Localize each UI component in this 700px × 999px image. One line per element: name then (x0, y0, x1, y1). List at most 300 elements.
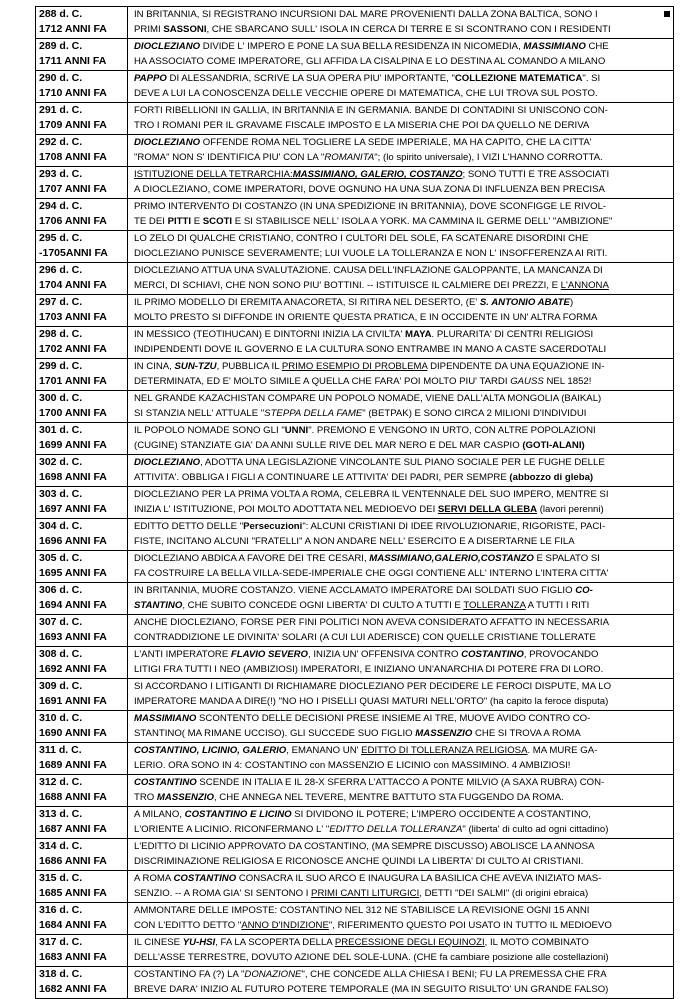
text-segment: . MA MURE GA- (527, 745, 598, 756)
text-segment: (GOTI-ALANI) (522, 440, 585, 451)
entry-date: 288 d. C. (39, 8, 83, 20)
text-segment: MASSIMIANO,GALERIO,COSTANZO (369, 553, 534, 564)
text-segment: SUN-TZU (174, 361, 217, 372)
text-segment: "; (374, 152, 383, 163)
description-line (134, 950, 670, 965)
description-line (134, 551, 670, 566)
text-segment: DI ALESSANDRIA, SCRIVE LA SUA OPERA PIU' IMPORTANTE, " (166, 73, 455, 84)
date-cell (36, 263, 128, 295)
entry-years-ago: 1698 ANNI FA (39, 471, 107, 483)
entry-date: 300 d. C. (39, 392, 83, 404)
entry-date: 316 d. C. (39, 904, 83, 916)
text-segment: S. ANTONIO ABATE (479, 297, 570, 308)
text-segment: fa cambiare posizione alle costellazioni) (439, 952, 609, 963)
date-cell (36, 935, 128, 967)
timeline-row (36, 295, 674, 327)
description-line (134, 807, 670, 822)
timeline-body (36, 7, 674, 999)
text-segment: CON L'EDITTO DETTO " (134, 920, 242, 931)
timeline-row (36, 679, 674, 711)
entry-description (128, 679, 674, 711)
text-segment: CO- (575, 585, 593, 596)
text-segment: FA COSTRUIRE LA BELLA VILLA-SEDE-IMPERIALE CHE OGGI CONTIENE ALL' INTERNO L'INTERA CITTA' (134, 568, 609, 579)
entry-years-ago: 1702 ANNI FA (39, 343, 107, 355)
text-segment: (ha capito la feroce disputa) (489, 696, 609, 707)
description-line (134, 967, 670, 982)
entry-years-ago: 1707 ANNI FA (39, 183, 107, 195)
text-segment: IMPERATORE MANDA A DIRE(!) "NO HO I PISELLI QUASI MATURI NELL'ORTO" (134, 696, 490, 707)
description-line (134, 726, 670, 741)
date-cell (36, 71, 128, 103)
entry-description (128, 295, 674, 327)
text-segment: BREVE DARA' INIZIO AL FUTURO POTERE TEMPORALE (MA IN SEGUITO RISULTO' UN GRANDE FALSO) (134, 984, 609, 995)
entry-date: 308 d. C. (39, 648, 83, 660)
description-line (134, 22, 670, 37)
text-segment: TE DEI (134, 216, 168, 227)
text-segment: IN BRITANNIA, MUORE COSTANZO. VIENE ACCLAMATO IMPERATORE DAI SOLDATI SUO FIGLIO (134, 585, 576, 596)
timeline-row (36, 391, 674, 423)
entry-description (128, 263, 674, 295)
description-line (134, 103, 670, 118)
entry-years-ago: 1696 ANNI FA (39, 535, 107, 547)
entry-description (128, 583, 674, 615)
text-segment: LO ZELO DI QUALCHE CRISTIANO, CONTRO I CULTORI DEL SOLE, FA SCATENARE DISORDINI CHE (134, 233, 589, 244)
text-segment: ", CHE CONCEDE ALLA CHIESA I BENI; FU LA PREMESSA CHE FRA (301, 969, 607, 980)
date-cell (36, 711, 128, 743)
description-line (134, 374, 670, 389)
description-line (134, 359, 670, 374)
entry-description (128, 199, 674, 231)
timeline-row (36, 583, 674, 615)
timeline-row (36, 871, 674, 903)
text-segment: A ROMA (134, 873, 174, 884)
date-cell (36, 647, 128, 679)
description-line (134, 342, 670, 357)
entry-date: 307 d. C. (39, 616, 83, 628)
text-segment: (di origini ebraica) (511, 888, 589, 899)
entry-years-ago: 1688 ANNI FA (39, 791, 107, 803)
description-line (134, 694, 670, 709)
date-cell (36, 871, 128, 903)
entry-years-ago: 1700 ANNI FA (39, 407, 107, 419)
entry-date: 289 d. C. (39, 40, 83, 52)
timeline-row (36, 519, 674, 551)
date-cell (36, 743, 128, 775)
timeline-row (36, 39, 674, 71)
text-segment: TRO I ROMANI PER IL GRAVAME FISCALE IMPOSTO E LA MISERIA CHE POI DA QUELLO NE DERIVA (134, 120, 590, 131)
text-segment: ANNO D'INDIZIONE (241, 920, 329, 931)
entry-date: 313 d. C. (39, 808, 83, 820)
text-segment: , FA LA SCOPERTA DELLA (215, 937, 335, 948)
description-line (134, 775, 670, 790)
text-segment: , PROVOCANDO (523, 649, 599, 660)
entry-years-ago: -1705ANNI FA (39, 247, 108, 259)
description-line (134, 295, 670, 310)
description-line (134, 118, 670, 133)
entry-description (128, 807, 674, 839)
text-segment: L'ORIENTE A LICINIO. RICONFERMANO L' " (134, 824, 330, 835)
text-segment: (abbozzo di gleba) (509, 472, 594, 483)
description-line (134, 278, 670, 293)
entry-years-ago: 1697 ANNI FA (39, 503, 107, 515)
entry-description (128, 711, 674, 743)
date-cell (36, 551, 128, 583)
text-segment: (lo spirito universale), (383, 152, 477, 163)
timeline-table (35, 6, 674, 999)
entry-years-ago: 1684 ANNI FA (39, 919, 107, 931)
entry-description (128, 551, 674, 583)
entry-description (128, 135, 674, 167)
entry-years-ago: 1686 ANNI FA (39, 855, 107, 867)
text-segment: PAPPO (134, 73, 167, 84)
text-segment: L'EDITTO DI LICINIO APPROVATO DA COSTANTINO, (MA SEMPRE DISCUSSO) ABOLISCE LA ANNOSA (134, 841, 595, 852)
date-cell (36, 519, 128, 551)
description-line (134, 903, 670, 918)
entry-years-ago: 1703 ANNI FA (39, 311, 107, 323)
entry-date: 299 d. C. (39, 360, 83, 372)
description-line (134, 630, 670, 645)
text-segment: IN BRITANNIA, SI REGISTRANO INCURSIONI DAL MARE PROVENIENTI DALLA ZONA BALTICA, SONO I (134, 9, 598, 20)
text-segment: FLAVIO SEVERO (230, 649, 309, 660)
text-segment: OFFENDE ROMA NEL TOGLIERE LA SEDE IMPERIALE, MA HA CAPITO, CHE LA CITTA' (200, 137, 592, 148)
description-line (134, 310, 670, 325)
text-segment: STEPPA DELLA FAME (264, 408, 363, 419)
text-segment: Persecuzioni (243, 521, 303, 532)
description-line (134, 167, 670, 182)
description-line (134, 711, 670, 726)
text-segment: DIOCLEZIANO ABDICA A FAVORE DEI TRE CESARI, (134, 553, 370, 564)
text-segment: IL PRIMO MODELLO DI EREMITA ANACORETA, SI RITIRA NEL DESERTO, (E' (134, 297, 480, 308)
description-line (134, 423, 670, 438)
entry-description (128, 615, 674, 647)
description-line (134, 615, 670, 630)
entry-years-ago: 1704 ANNI FA (39, 279, 107, 291)
entry-years-ago: 1692 ANNI FA (39, 663, 107, 675)
entry-years-ago: 1712 ANNI FA (39, 23, 107, 35)
timeline-row (36, 199, 674, 231)
date-cell (36, 775, 128, 807)
description-line (134, 534, 670, 549)
text-segment: PRECESSIONE DEGLI EQUINOZI (334, 937, 485, 948)
date-cell (36, 455, 128, 487)
text-segment: " (BETPAK) E SONO CIRCA 2 MILIONI D'INDIVIDUI (362, 408, 587, 419)
date-cell (36, 967, 128, 999)
description-line (134, 854, 670, 869)
entry-description (128, 519, 674, 551)
text-segment: SERVI DELLA GLEBA (437, 504, 538, 515)
entry-date: 301 d. C. (39, 424, 83, 436)
text-segment: DEVE A LUI LA CONOSCENZA DELLE VECCHIE OPERE DI MATEMATICA, CHE LUI TROVA SUL POSTO. (134, 88, 598, 99)
description-line (134, 982, 670, 997)
text-segment: , EMANANO UN' (286, 745, 362, 756)
description-line (134, 135, 670, 150)
date-cell (36, 359, 128, 391)
timeline-row (36, 743, 674, 775)
description-line (134, 71, 670, 86)
timeline-row (36, 839, 674, 871)
text-segment: COSTANTINO E LICINO (184, 809, 292, 820)
entry-date: 315 d. C. (39, 872, 83, 884)
text-segment: COSTANTINO, LICINIO, GALERIO (134, 745, 287, 756)
timeline-row (36, 775, 674, 807)
date-cell (36, 327, 128, 359)
description-line (134, 662, 670, 677)
date-cell (36, 679, 128, 711)
text-segment: NEL 1852! (543, 376, 592, 387)
entry-description (128, 775, 674, 807)
text-segment: FORTI RIBELLIONI IN GALLIA, IN BRITANNIA E IN GERMANIA. BANDE DI CONTADINI SI UNISCONO CON- (134, 105, 608, 116)
entry-date: 296 d. C. (39, 264, 83, 276)
text-segment: , DETTI "DEI SALMI" (419, 888, 512, 899)
date-cell (36, 615, 128, 647)
text-segment: ATTIVITA'. OBBLIGA I FIGLI A CONTINUARE LE ATTIVITA' DEI PADRI, PER SEMPRE (134, 472, 510, 483)
text-segment: ", RIFERIMENTO QUESTO POI USATO IN TUTTO IL MEDIOEVO (328, 920, 612, 931)
text-segment: NEL GRANDE KAZACHISTAN COMPARE UN POPOLO NOMADE, VIENE DALL'ALTA MONGOLIA (BAIKAL) (134, 393, 602, 404)
description-line (134, 86, 670, 101)
text-segment: UNNI (284, 425, 309, 436)
date-cell (36, 839, 128, 871)
text-segment: L'ANTI IMPERATORE (134, 649, 231, 660)
text-segment: COSTANTINO FA (?) LA " (134, 969, 245, 980)
date-cell (36, 199, 128, 231)
timeline-row (36, 231, 674, 263)
entry-date: 302 d. C. (39, 456, 83, 468)
text-segment: A MILANO, (134, 809, 185, 820)
description-line (134, 886, 670, 901)
entry-years-ago: 1694 ANNI FA (39, 599, 107, 611)
text-segment: E (191, 216, 203, 227)
text-segment: L'ANNONA (560, 280, 609, 291)
text-segment: DIVIDE L' IMPERO E PONE LA SUA BELLA RESIDENZA IN NICOMEDIA, (200, 41, 524, 52)
date-cell (36, 39, 128, 71)
text-segment: SCONTENTO DELLE DECISIONI PRESE INSIEME AI TRE, MUOVE AVIDO CONTRO CO- (196, 713, 591, 724)
entry-years-ago: 1699 ANNI FA (39, 439, 107, 451)
text-segment: PRIMO INTERVENTO DI COSTANZO (IN UNA SPEDIZIONE IN BRITANNIA), DOVE SCONFIGGE LE RIVOL- (134, 201, 607, 212)
entry-description (128, 743, 674, 775)
text-segment: ". SI (582, 73, 601, 84)
text-segment: AMMONTARE DELLE IMPOSTE: COSTANTINO NEL 312 NE STABILISCE LA REVISIONE OGNI 15 ANNI (134, 905, 590, 916)
text-segment: DONAZIONE (244, 969, 302, 980)
timeline-row (36, 487, 674, 519)
text-segment: " (462, 824, 469, 835)
description-line (134, 647, 670, 662)
entry-years-ago: 1691 ANNI FA (39, 695, 107, 707)
text-segment: TRO (134, 792, 157, 803)
description-line (134, 822, 670, 837)
text-segment: FISTE, INCITANO ALCUNI "FRATELLI" A NON ANDARE NELL' ESERCITO E A DISERTARNE LE FILA (134, 536, 575, 547)
entry-date: 318 d. C. (39, 968, 83, 980)
entry-date: 310 d. C. (39, 712, 83, 724)
entry-years-ago: 1689 ANNI FA (39, 759, 107, 771)
text-segment: DIPENDENTE DA UNA EQUAZIONE IN- (427, 361, 605, 372)
entry-description (128, 967, 674, 999)
text-segment: MAYA (405, 329, 432, 340)
text-segment: PITTI (167, 216, 192, 227)
description-line (134, 199, 670, 214)
text-segment: ; SONO TUTTI E TRE ASSOCIATI (462, 169, 610, 180)
entry-description (128, 103, 674, 135)
entry-description (128, 487, 674, 519)
description-line (134, 487, 670, 502)
text-segment: SI DIVIDONO IL POTERE; L'IMPERO OCCIDENTE A COSTANTINO, (291, 809, 591, 820)
date-cell (36, 487, 128, 519)
text-segment: (liberta' di culto ad ogni cittadino) (468, 824, 609, 835)
description-line (134, 790, 670, 805)
text-segment: INDIPENDENTI DOVE IL GOVERNO E LA CULTURA SONO ENTRAMBE IN MANO A CASTE SACERDOTALI (134, 344, 607, 355)
entry-years-ago: 1710 ANNI FA (39, 87, 107, 99)
text-segment: MASSENZIO E LICINIO (325, 760, 434, 771)
entry-date: 294 d. C. (39, 200, 83, 212)
text-segment: A TUTTI I RITI (525, 600, 590, 611)
entry-years-ago: 1711 ANNI FA (39, 55, 107, 67)
text-segment: COSTANTINO (173, 873, 237, 884)
entry-date: 298 d. C. (39, 328, 83, 340)
text-segment: IL POPOLO NOMADE SONO GLI " (134, 425, 285, 436)
text-segment: GAUSS (510, 376, 544, 387)
description-line (134, 502, 670, 517)
date-cell (36, 903, 128, 935)
entry-date: 292 d. C. (39, 136, 83, 148)
timeline-row (36, 71, 674, 103)
description-line (134, 438, 670, 453)
description-line (134, 743, 670, 758)
text-segment: IN CINA, (134, 361, 175, 372)
text-segment: EDITTO DETTO DELLE " (134, 521, 244, 532)
text-segment: , INIZIA UN' OFFENSIVA CONTRO (308, 649, 462, 660)
date-cell (36, 423, 128, 455)
text-segment: , CHE ANNEGA NEL TEVERE, MENTRE BATTUTO STA FUGGENDO DA ROMA. (213, 792, 564, 803)
text-segment: MASSIMINO. 4 AMBIZIOSI! (448, 760, 571, 771)
entry-years-ago: 1701 ANNI FA (39, 375, 107, 387)
entry-description (128, 839, 674, 871)
description-line (134, 39, 670, 54)
entry-date: 290 d. C. (39, 72, 83, 84)
entry-date: 303 d. C. (39, 488, 83, 500)
date-cell (36, 295, 128, 327)
entry-years-ago: 1693 ANNI FA (39, 631, 107, 643)
text-segment: SCENDE IN ITALIA E IL 28-X SFERRA L'ATTACCO A PONTE MILVIO (A SAXA RUBRA) CON- (196, 777, 605, 788)
timeline-row (36, 615, 674, 647)
entry-date: 312 d. C. (39, 776, 83, 788)
date-cell (36, 135, 128, 167)
date-cell (36, 391, 128, 423)
timeline-row (36, 423, 674, 455)
entry-description (128, 71, 674, 103)
text-segment: PRIMI (134, 24, 164, 35)
entry-description (128, 359, 674, 391)
text-segment: EDITTO DI TOLLERANZA RELIGIOSA (361, 745, 528, 756)
text-segment: MOLTO PRESTO SI DIFFONDE IN ORIENTE QUESTA PRATICA, E IN OCCIDENTE IN UN' ALTRA FORMA (134, 312, 598, 323)
description-line (134, 7, 670, 22)
text-segment: I VIZI L'HANNO CORROTTA. (476, 152, 603, 163)
text-segment: con (309, 760, 326, 771)
text-segment: YU-HSI (182, 937, 216, 948)
text-segment: ROMANITA (324, 152, 375, 163)
entry-description (128, 935, 674, 967)
text-segment: MASSIMIANO (523, 41, 586, 52)
entry-years-ago: 1690 ANNI FA (39, 727, 107, 739)
text-segment: , CHE SUBITO CONCEDE OGNI LIBERTA' DI CULTO A TUTTI E (182, 600, 464, 611)
description-line (134, 839, 670, 854)
entry-date: 304 d. C. (39, 520, 83, 532)
description-line (134, 214, 670, 229)
entry-date: 293 d. C. (39, 168, 83, 180)
text-segment: . PLURARITA' DI CENTRI RELIGIOSI (431, 329, 594, 340)
entry-description (128, 455, 674, 487)
text-segment: LERIO. ORA SONO IN 4: COSTANTINO (134, 760, 310, 771)
text-segment: DIOCLEZIANO (134, 137, 201, 148)
description-line (134, 391, 670, 406)
entry-years-ago: 1706 ANNI FA (39, 215, 107, 227)
description-line (134, 455, 670, 470)
text-segment: STANTINO( MA RIMANE UCCISO). GLI SUCCEDE SUO FIGLIO (134, 728, 416, 739)
date-cell (36, 807, 128, 839)
timeline-row (36, 903, 674, 935)
text-segment: , PUBBLICA IL (216, 361, 282, 372)
description-line (134, 231, 670, 246)
entry-description (128, 167, 674, 199)
entry-years-ago: 1695 ANNI FA (39, 567, 107, 579)
entry-description (128, 231, 674, 263)
text-segment: ISTITUZIONE DELLA TETRARCHIA: (134, 169, 293, 180)
timeline-row (36, 967, 674, 999)
text-segment: STANTINO (134, 600, 183, 611)
entry-years-ago: 1687 ANNI FA (39, 823, 107, 835)
entry-date: 297 d. C. (39, 296, 83, 308)
description-line (134, 918, 670, 933)
text-segment: (lavori perenni) (539, 504, 604, 515)
description-line (134, 263, 670, 278)
description-line (134, 470, 670, 485)
text-segment: MASSIMIANO, GALERIO, COSTANZO (292, 169, 463, 180)
description-line (134, 679, 670, 694)
text-segment: TOLLERANZA (463, 600, 526, 611)
text-segment: (CUGINE) STANZIATE GIA' DA ANNI SULLE RIVE DEL MAR NERO E DEL MAR CASPIO (134, 440, 523, 451)
text-segment: MASSIMIANO (134, 713, 197, 724)
text-segment: ": ALCUNI CRISTIANI DI IDEE RIVOLUZIONARIE, RIGORISTE, PACI- (302, 521, 606, 532)
text-segment: DIOCLEZIANO PER LA PRIMA VOLTA A ROMA, CELEBRA IL VENTENNALE DEL SUO IMPERO, MENTRE SI (134, 489, 609, 500)
entry-description (128, 391, 674, 423)
description-line (134, 598, 670, 613)
description-line (134, 566, 670, 581)
description-line (134, 406, 670, 421)
description-line (134, 246, 670, 261)
text-segment: SCOTI (202, 216, 233, 227)
entry-description (128, 647, 674, 679)
entry-date: 291 d. C. (39, 104, 83, 116)
text-segment: INIZIA L' ISTITUZIONE, POI MOLTO ADOTTATA NEL MEDIOEVO DEI (134, 504, 438, 515)
timeline-row (36, 455, 674, 487)
text-segment: PRIMI CANTI LITURGICI (311, 888, 420, 899)
timeline-row (36, 327, 674, 359)
text-segment: A DIOCLEZIANO, COME IMPERATORI, DOVE OGNUNO HA UNA SUA ZONA DI INFLUENZA BEN PRECISA (134, 184, 605, 195)
text-segment: COSTANTINO (134, 777, 197, 788)
text-segment: CHE (585, 41, 609, 52)
date-cell (36, 167, 128, 199)
timeline-row (36, 167, 674, 199)
text-segment: SENZIO. -- A ROMA GIA' SI SENTONO I (134, 888, 312, 899)
entry-date: 311 d. C. (39, 744, 82, 756)
text-segment: ) (569, 297, 574, 308)
timeline-row (36, 647, 674, 679)
text-segment: IN MESSICO (TEOTIHUCAN) E DINTORNI INIZIA LA CIVILTA' (134, 329, 406, 340)
text-segment: SI ACCORDANO I LITIGANTI DI RICHIAMARE DIOCLEZIANO PER DECIDERE LE FEROCI DISPUTE, MA LO (134, 681, 612, 692)
text-segment: SI STANZIA NELL' ATTUALE " (134, 408, 265, 419)
timeline-row (36, 359, 674, 391)
entry-date: 306 d. C. (39, 584, 83, 596)
entry-description (128, 7, 674, 39)
text-segment: MASSENZIO (415, 728, 473, 739)
